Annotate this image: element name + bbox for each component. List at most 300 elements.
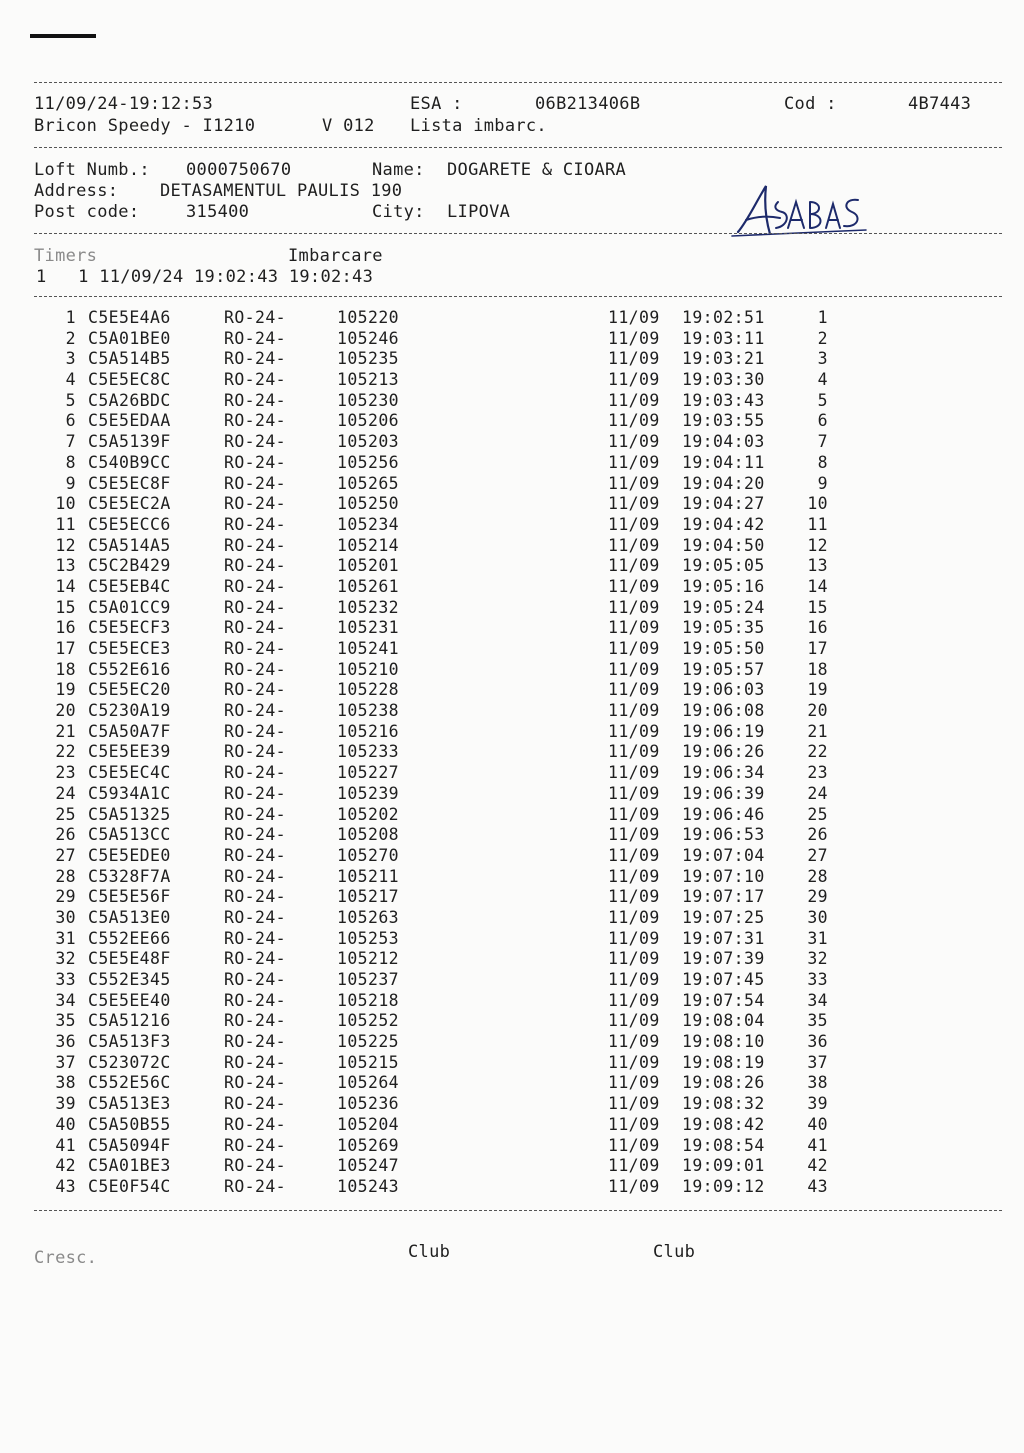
ring-number: 105211 bbox=[337, 866, 400, 886]
postcode-value: 315400 bbox=[186, 202, 250, 222]
ring-number: 105235 bbox=[337, 349, 400, 369]
rank: 39 bbox=[807, 1094, 828, 1114]
arrival-date: 11/09 bbox=[608, 308, 660, 327]
ring-number: 105256 bbox=[337, 452, 400, 472]
arrival-date: 11/09 bbox=[608, 1032, 660, 1052]
arrival-date: 11/09 bbox=[608, 1156, 660, 1176]
table-row bbox=[0, 494, 1024, 515]
ring-number: 105241 bbox=[337, 639, 400, 658]
ring-prefix: RO-24- bbox=[224, 990, 287, 1010]
ring-prefix: RO-24- bbox=[224, 328, 287, 348]
chip-id: C5E5E56F bbox=[88, 887, 171, 907]
rank: 31 bbox=[807, 928, 828, 948]
row-index: 6 bbox=[65, 411, 76, 431]
row-index: 9 bbox=[65, 473, 76, 493]
ring-number: 105202 bbox=[337, 804, 400, 824]
rank: 23 bbox=[807, 763, 828, 783]
ring-number: 105263 bbox=[337, 907, 400, 927]
arrival-date: 11/09 bbox=[608, 970, 660, 989]
chip-id: C552E616 bbox=[88, 659, 171, 679]
row-index: 2 bbox=[65, 328, 76, 348]
row-index: 1 bbox=[65, 308, 76, 327]
row-index: 12 bbox=[55, 535, 76, 555]
arrival-time: 19:08:32 bbox=[682, 1094, 765, 1114]
esa-label: ESA : bbox=[410, 94, 463, 114]
table-row bbox=[0, 908, 1024, 929]
row-index: 40 bbox=[55, 1114, 76, 1134]
row-index: 22 bbox=[55, 742, 76, 762]
loft-label: Loft Numb.: bbox=[34, 160, 150, 180]
arrival-time: 19:05:50 bbox=[682, 639, 765, 658]
chip-id: C5E5E48F bbox=[88, 949, 171, 969]
chip-id: C5E5EDE0 bbox=[88, 845, 171, 865]
row-index: 28 bbox=[55, 866, 76, 886]
ring-prefix: RO-24- bbox=[224, 556, 287, 576]
chip-id: C5E5EC20 bbox=[88, 680, 171, 700]
arrival-date: 11/09 bbox=[608, 990, 660, 1010]
rank: 5 bbox=[817, 390, 828, 410]
rank: 4 bbox=[817, 370, 828, 390]
chip-id: C5934A1C bbox=[88, 783, 171, 803]
ring-number: 105216 bbox=[337, 721, 400, 741]
row-index: 8 bbox=[65, 452, 76, 472]
rank: 36 bbox=[807, 1032, 828, 1052]
print-datetime: 11/09/24-19:12:53 bbox=[34, 94, 214, 114]
rank: 25 bbox=[807, 804, 828, 824]
ring-number: 105261 bbox=[337, 576, 400, 596]
rank: 9 bbox=[817, 473, 828, 493]
row-index: 38 bbox=[55, 1073, 76, 1093]
rank: 12 bbox=[807, 535, 828, 555]
rank: 2 bbox=[817, 328, 828, 348]
chip-id: C5A51325 bbox=[88, 804, 171, 824]
table-row bbox=[0, 432, 1024, 453]
arrival-date: 11/09 bbox=[608, 1094, 660, 1114]
divider bbox=[34, 1210, 1002, 1211]
ring-number: 105243 bbox=[337, 1176, 400, 1196]
arrival-date: 11/09 bbox=[608, 1011, 660, 1031]
arrival-time: 19:08:26 bbox=[682, 1073, 765, 1093]
row-index: 37 bbox=[55, 1052, 76, 1072]
ring-number: 105264 bbox=[337, 1073, 400, 1093]
ring-prefix: RO-24- bbox=[224, 845, 287, 865]
table-row bbox=[0, 598, 1024, 619]
table-row bbox=[0, 680, 1024, 701]
arrival-date: 11/09 bbox=[608, 907, 660, 927]
ring-number: 105208 bbox=[337, 825, 400, 845]
name-value: DOGARETE & CIOARA bbox=[447, 160, 627, 180]
ring-prefix: RO-24- bbox=[224, 1135, 287, 1155]
ring-prefix: RO-24- bbox=[224, 597, 287, 617]
rank: 33 bbox=[807, 970, 828, 989]
arrival-date: 11/09 bbox=[608, 328, 660, 348]
arrival-date: 11/09 bbox=[608, 618, 660, 638]
arrival-time: 19:08:10 bbox=[682, 1032, 765, 1052]
arrival-time: 19:07:04 bbox=[682, 845, 765, 865]
ring-number: 105228 bbox=[337, 680, 400, 700]
ring-number: 105236 bbox=[337, 1094, 400, 1114]
table-row bbox=[0, 825, 1024, 846]
chip-id: C5A50B55 bbox=[88, 1114, 171, 1134]
arrival-time: 19:05:57 bbox=[682, 659, 765, 679]
ring-prefix: RO-24- bbox=[224, 494, 287, 514]
arrival-date: 11/09 bbox=[608, 597, 660, 617]
club-label: Club bbox=[653, 1242, 696, 1262]
arrival-date: 11/09 bbox=[608, 1052, 660, 1072]
chip-id: C5E5EC8C bbox=[88, 370, 171, 390]
ring-number: 105252 bbox=[337, 1011, 400, 1031]
arrival-time: 19:06:08 bbox=[682, 701, 765, 721]
chip-id: C552E345 bbox=[88, 970, 171, 989]
arrival-time: 19:03:55 bbox=[682, 411, 765, 431]
row-index: 24 bbox=[55, 783, 76, 803]
cresc-label: Cresc. bbox=[34, 1248, 98, 1268]
chip-id: C5E5EE40 bbox=[88, 990, 171, 1010]
arrival-time: 19:04:20 bbox=[682, 473, 765, 493]
chip-id: C540B9CC bbox=[88, 452, 171, 472]
rank: 18 bbox=[807, 659, 828, 679]
ring-prefix: RO-24- bbox=[224, 1011, 287, 1031]
chip-id: C5A50A7F bbox=[88, 721, 171, 741]
arrival-time: 19:03:11 bbox=[682, 328, 765, 348]
rank: 7 bbox=[817, 432, 828, 452]
table-row bbox=[0, 742, 1024, 763]
divider bbox=[34, 82, 1002, 83]
arrival-time: 19:06:46 bbox=[682, 804, 765, 824]
ring-prefix: RO-24- bbox=[224, 701, 287, 721]
arrival-time: 19:07:10 bbox=[682, 866, 765, 886]
ring-number: 105238 bbox=[337, 701, 400, 721]
chip-id: C5E5EE39 bbox=[88, 742, 171, 762]
esa-value: 06B213406B bbox=[535, 94, 641, 114]
arrival-date: 11/09 bbox=[608, 576, 660, 596]
list-title: Lista imbarc. bbox=[410, 116, 547, 136]
chip-id: C5A5094F bbox=[88, 1135, 171, 1155]
arrival-time: 19:07:54 bbox=[682, 990, 765, 1010]
table-row bbox=[0, 329, 1024, 350]
chip-id: C5E5EC4C bbox=[88, 763, 171, 783]
arrival-time: 19:08:19 bbox=[682, 1052, 765, 1072]
device-version: V 012 bbox=[322, 116, 375, 136]
ring-prefix: RO-24- bbox=[224, 1156, 287, 1176]
rank: 11 bbox=[807, 514, 828, 534]
table-row bbox=[0, 536, 1024, 557]
arrival-date: 11/09 bbox=[608, 452, 660, 472]
ring-prefix: RO-24- bbox=[224, 411, 287, 431]
ring-prefix: RO-24- bbox=[224, 825, 287, 845]
rank: 8 bbox=[817, 452, 828, 472]
arrival-date: 11/09 bbox=[608, 804, 660, 824]
table-row bbox=[0, 1094, 1024, 1115]
arrival-date: 11/09 bbox=[608, 825, 660, 845]
ring-prefix: RO-24- bbox=[224, 308, 287, 327]
ring-prefix: RO-24- bbox=[224, 949, 287, 969]
cod-label: Cod : bbox=[784, 94, 837, 114]
row-index: 36 bbox=[55, 1032, 76, 1052]
ring-prefix: RO-24- bbox=[224, 1032, 287, 1052]
table-row bbox=[0, 846, 1024, 867]
ring-prefix: RO-24- bbox=[224, 783, 287, 803]
ring-prefix: RO-24- bbox=[224, 473, 287, 493]
rank: 26 bbox=[807, 825, 828, 845]
ring-prefix: RO-24- bbox=[224, 639, 287, 658]
city-value: LIPOVA bbox=[447, 202, 511, 222]
rank: 42 bbox=[807, 1156, 828, 1176]
arrival-date: 11/09 bbox=[608, 763, 660, 783]
table-row bbox=[0, 515, 1024, 536]
ring-number: 105232 bbox=[337, 597, 400, 617]
basketing-list bbox=[0, 308, 1024, 1198]
ring-number: 105230 bbox=[337, 390, 400, 410]
ring-number: 105218 bbox=[337, 990, 400, 1010]
row-index: 13 bbox=[55, 556, 76, 576]
table-row bbox=[0, 887, 1024, 908]
ring-prefix: RO-24- bbox=[224, 576, 287, 596]
arrival-date: 11/09 bbox=[608, 783, 660, 803]
chip-id: C5E5ECF3 bbox=[88, 618, 171, 638]
rank: 43 bbox=[807, 1176, 828, 1196]
arrival-date: 11/09 bbox=[608, 701, 660, 721]
row-index: 17 bbox=[55, 639, 76, 658]
ring-prefix: RO-24- bbox=[224, 804, 287, 824]
row-index: 15 bbox=[55, 597, 76, 617]
ring-number: 105210 bbox=[337, 659, 400, 679]
name-label: Name: bbox=[372, 160, 425, 180]
row-index: 32 bbox=[55, 949, 76, 969]
table-row bbox=[0, 308, 1024, 329]
ring-number: 105206 bbox=[337, 411, 400, 431]
arrival-date: 11/09 bbox=[608, 556, 660, 576]
arrival-date: 11/09 bbox=[608, 680, 660, 700]
ring-prefix: RO-24- bbox=[224, 535, 287, 555]
arrival-time: 19:07:17 bbox=[682, 887, 765, 907]
ring-number: 105203 bbox=[337, 432, 400, 452]
imbarcare-label: Imbarcare bbox=[288, 246, 383, 266]
ring-number: 105227 bbox=[337, 763, 400, 783]
row-index: 11 bbox=[55, 514, 76, 534]
chip-id: C5A514A5 bbox=[88, 535, 171, 555]
ring-number: 105220 bbox=[337, 308, 400, 327]
arrival-date: 11/09 bbox=[608, 514, 660, 534]
ring-prefix: RO-24- bbox=[224, 452, 287, 472]
table-row bbox=[0, 1115, 1024, 1136]
rank: 40 bbox=[807, 1114, 828, 1134]
ring-prefix: RO-24- bbox=[224, 1052, 287, 1072]
row-index: 5 bbox=[65, 390, 76, 410]
arrival-date: 11/09 bbox=[608, 1073, 660, 1093]
table-row bbox=[0, 370, 1024, 391]
table-row bbox=[0, 1053, 1024, 1074]
ring-prefix: RO-24- bbox=[224, 618, 287, 638]
ring-prefix: RO-24- bbox=[224, 1114, 287, 1134]
table-row bbox=[0, 970, 1024, 991]
row-index: 26 bbox=[55, 825, 76, 845]
rank: 20 bbox=[807, 701, 828, 721]
address-value: DETASAMENTUL PAULIS 190 bbox=[160, 181, 403, 201]
rank: 3 bbox=[817, 349, 828, 369]
table-row bbox=[0, 660, 1024, 681]
arrival-time: 19:04:50 bbox=[682, 535, 765, 555]
ring-prefix: RO-24- bbox=[224, 721, 287, 741]
chip-id: C552E56C bbox=[88, 1073, 171, 1093]
row-index: 10 bbox=[55, 494, 76, 514]
chip-id: C5A513CC bbox=[88, 825, 171, 845]
chip-id: C5E5EDAA bbox=[88, 411, 171, 431]
table-row bbox=[0, 639, 1024, 660]
arrival-time: 19:05:24 bbox=[682, 597, 765, 617]
ring-prefix: RO-24- bbox=[224, 514, 287, 534]
ring-number: 105231 bbox=[337, 618, 400, 638]
table-row bbox=[0, 556, 1024, 577]
table-row bbox=[0, 991, 1024, 1012]
rank: 38 bbox=[807, 1073, 828, 1093]
chip-id: C5A514B5 bbox=[88, 349, 171, 369]
rank: 21 bbox=[807, 721, 828, 741]
chip-id: C5E5ECE3 bbox=[88, 639, 171, 658]
row-index: 30 bbox=[55, 907, 76, 927]
chip-id: C5A513E3 bbox=[88, 1094, 171, 1114]
chip-id: C552EE66 bbox=[88, 928, 171, 948]
chip-id: C5E5ECC6 bbox=[88, 514, 171, 534]
row-index: 42 bbox=[55, 1156, 76, 1176]
arrival-date: 11/09 bbox=[608, 949, 660, 969]
row-index: 41 bbox=[55, 1135, 76, 1155]
ring-prefix: RO-24- bbox=[224, 742, 287, 762]
arrival-time: 19:06:34 bbox=[682, 763, 765, 783]
table-row bbox=[0, 867, 1024, 888]
ring-prefix: RO-24- bbox=[224, 866, 287, 886]
arrival-date: 11/09 bbox=[608, 411, 660, 431]
row-index: 31 bbox=[55, 928, 76, 948]
chip-id: C5A01BE0 bbox=[88, 328, 171, 348]
row-index: 3 bbox=[65, 349, 76, 369]
ring-prefix: RO-24- bbox=[224, 680, 287, 700]
table-row bbox=[0, 929, 1024, 950]
divider bbox=[34, 147, 1002, 148]
rank: 32 bbox=[807, 949, 828, 969]
ring-prefix: RO-24- bbox=[224, 349, 287, 369]
arrival-date: 11/09 bbox=[608, 866, 660, 886]
rank: 13 bbox=[807, 556, 828, 576]
ring-prefix: RO-24- bbox=[224, 1094, 287, 1114]
table-row bbox=[0, 763, 1024, 784]
postcode-label: Post code: bbox=[34, 202, 140, 222]
ring-prefix: RO-24- bbox=[224, 659, 287, 679]
rank: 17 bbox=[807, 639, 828, 658]
rank: 19 bbox=[807, 680, 828, 700]
rank: 22 bbox=[807, 742, 828, 762]
row-index: 35 bbox=[55, 1011, 76, 1031]
chip-id: C5A01CC9 bbox=[88, 597, 171, 617]
rank: 41 bbox=[807, 1135, 828, 1155]
row-index: 18 bbox=[55, 659, 76, 679]
arrival-time: 19:04:42 bbox=[682, 514, 765, 534]
table-row bbox=[0, 618, 1024, 639]
table-row bbox=[0, 805, 1024, 826]
arrival-time: 19:09:01 bbox=[682, 1156, 765, 1176]
chip-id: C5A513F3 bbox=[88, 1032, 171, 1052]
chip-id: C5230A19 bbox=[88, 701, 171, 721]
arrival-time: 19:07:39 bbox=[682, 949, 765, 969]
table-row bbox=[0, 1073, 1024, 1094]
arrival-time: 19:09:12 bbox=[682, 1176, 765, 1196]
ring-prefix: RO-24- bbox=[224, 763, 287, 783]
rank: 27 bbox=[807, 845, 828, 865]
ring-number: 105214 bbox=[337, 535, 400, 555]
arrival-date: 11/09 bbox=[608, 494, 660, 514]
chip-id: C5E0F54C bbox=[88, 1176, 171, 1196]
arrival-date: 11/09 bbox=[608, 349, 660, 369]
table-row bbox=[0, 1156, 1024, 1177]
row-index: 33 bbox=[55, 970, 76, 989]
arrival-date: 11/09 bbox=[608, 742, 660, 762]
chip-id: C523072C bbox=[88, 1052, 171, 1072]
registration-mark bbox=[30, 34, 96, 38]
table-row bbox=[0, 949, 1024, 970]
ring-number: 105212 bbox=[337, 949, 400, 969]
ring-number: 105204 bbox=[337, 1114, 400, 1134]
ring-number: 105269 bbox=[337, 1135, 400, 1155]
table-row bbox=[0, 1177, 1024, 1198]
arrival-time: 19:03:21 bbox=[682, 349, 765, 369]
row-index: 29 bbox=[55, 887, 76, 907]
city-label: City: bbox=[372, 202, 425, 222]
ring-number: 105270 bbox=[337, 845, 400, 865]
arrival-time: 19:03:43 bbox=[682, 390, 765, 410]
row-index: 39 bbox=[55, 1094, 76, 1114]
arrival-date: 11/09 bbox=[608, 639, 660, 658]
arrival-date: 11/09 bbox=[608, 1114, 660, 1134]
chip-id: C5C2B429 bbox=[88, 556, 171, 576]
arrival-time: 19:08:04 bbox=[682, 1011, 765, 1031]
row-index: 14 bbox=[55, 576, 76, 596]
chip-id: C5E5E4A6 bbox=[88, 308, 171, 327]
rank: 1 bbox=[817, 308, 828, 327]
row-index: 34 bbox=[55, 990, 76, 1010]
ring-prefix: RO-24- bbox=[224, 1073, 287, 1093]
chip-id: C5A513E0 bbox=[88, 907, 171, 927]
row-index: 16 bbox=[55, 618, 76, 638]
rank: 30 bbox=[807, 907, 828, 927]
rank: 16 bbox=[807, 618, 828, 638]
arrival-date: 11/09 bbox=[608, 535, 660, 555]
row-index: 19 bbox=[55, 680, 76, 700]
ring-prefix: RO-24- bbox=[224, 887, 287, 907]
chip-id: C5A5139F bbox=[88, 432, 171, 452]
row-index: 21 bbox=[55, 721, 76, 741]
row-index: 43 bbox=[55, 1176, 76, 1196]
arrival-time: 19:02:51 bbox=[682, 308, 765, 327]
arrival-time: 19:07:25 bbox=[682, 907, 765, 927]
arrival-date: 11/09 bbox=[608, 887, 660, 907]
arrival-time: 19:06:39 bbox=[682, 783, 765, 803]
arrival-date: 11/09 bbox=[608, 1135, 660, 1155]
ring-number: 105217 bbox=[337, 887, 400, 907]
chip-id: C5E5EC2A bbox=[88, 494, 171, 514]
chip-id: C5A26BDC bbox=[88, 390, 171, 410]
ring-number: 105233 bbox=[337, 742, 400, 762]
arrival-date: 11/09 bbox=[608, 928, 660, 948]
table-row bbox=[0, 453, 1024, 474]
arrival-time: 19:07:31 bbox=[682, 928, 765, 948]
arrival-date: 11/09 bbox=[608, 845, 660, 865]
ring-prefix: RO-24- bbox=[224, 370, 287, 390]
ring-number: 105225 bbox=[337, 1032, 400, 1052]
table-row bbox=[0, 1136, 1024, 1157]
arrival-time: 19:05:35 bbox=[682, 618, 765, 638]
arrival-time: 19:06:19 bbox=[682, 721, 765, 741]
table-row bbox=[0, 722, 1024, 743]
